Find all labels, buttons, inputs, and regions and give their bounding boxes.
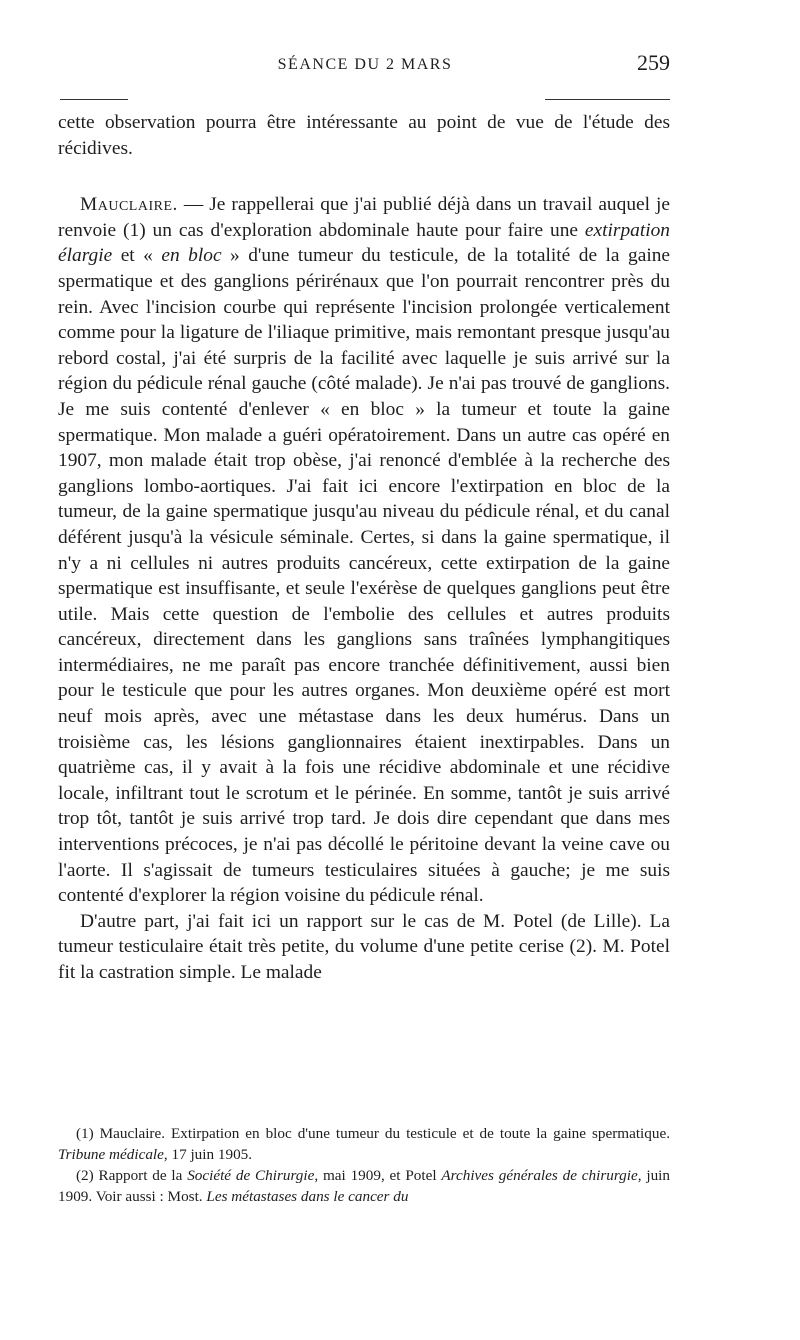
speaker-name: Mauclaire. (80, 194, 178, 216)
body-text (58, 110, 670, 986)
paragraph-potel: D'autre part, j'ai fait ici un rapport sur le cas de M. Potel (de Lille). La tumeur testiculaire était très petite, du volume d'une petite cerise (2). M. Potel fit la castration simple. Le malade (58, 910, 670, 983)
running-head: SÉANCE DU 2 MARS (277, 56, 453, 73)
footnote-text: (2) Rapport de la (76, 1167, 188, 1184)
header-rule-right (545, 99, 670, 100)
italic-text: extirpation élargie (58, 219, 670, 267)
footnote-italic: Archives générales de chirurgie (441, 1167, 638, 1184)
footnote-2 (58, 1165, 670, 1207)
header-rule-left (60, 99, 128, 100)
footnote-1 (58, 1123, 670, 1165)
footnote-italic: Société de Chirurgie (187, 1167, 315, 1184)
italic-text: en bloc (161, 245, 222, 267)
paragraph-text: — Je rappellerai que j'ai publié déjà dans un travail auquel je renvoie (1) un cas d'exploration abdominale haute pour faire une (58, 194, 670, 241)
paragraph-text: et « (112, 245, 162, 267)
paragraph-continuation: cette observation pourra être intéressante au point de vue de l'étude des récidives. (58, 112, 670, 159)
footnote-text: , 17 juin 1905. (163, 1146, 253, 1163)
page-number: 259 (637, 50, 670, 75)
footnote-text: , juin 1909. Voir aussi : Most. (58, 1167, 670, 1205)
footnote-italic: Tribune médicale (58, 1146, 164, 1163)
paragraph-text: » d'une tumeur du testicule, de la totalité de la gaine spermatique et des ganglions périrénaux que l'on pourrait rencontrer près du rein. Avec l'incision courbe qui représente l'incision prolongée verticalement comme pour la ligature de l'iliaque primitive, mais remontant presque jusqu'au rebord costal, j'ai été surpris de la facilité avec laquelle je suis arrivé sur la région du pédicule rénal gauche (côté malade). Je n'ai pas trouvé de ganglions. Je me suis contenté d'enlever « en bloc » la tumeur et toute la gaine spermatique. Mon malade a guéri opératoirement. Dans un autre cas opéré en 1907, mon malade était trop obèse, j'ai renoncé d'emblée à la recherche des ganglions lombo-aortiques. J'ai fait ici encore l'extirpation en bloc de la tumeur, de la gaine spermatique jusqu'au niveau du pédicule rénal, et du canal déférent jusqu'à la vésicule séminale. Certes, si dans la gaine spermatique, il n'y a ni cellules ni autres produits cancéreux, cette extirpation de la gaine spermatique est insuffisante, et seule l'exérèse de quelques ganglions peut être utile. Mais cette question de l'embolie des cellules et autres produits cancéreux, directement dans les ganglions sans traînées lymphangitiques intermédiaires, ne me paraît pas encore tranchée définitivement, aussi bien pour le testicule que pour les autres organes. Mon deuxième opéré est mort neuf mois après, avec une métastase dans les deux humérus. Dans un troisième cas, les lésions ganglionnaires étaient inextirpables. Dans un quatrième cas, il y avait à la fois une récidive abdominale et une récidive locale, infiltrant tout le scrotum et le périnée. En somme, tantôt je suis arrivé trop tôt, tantôt je suis arrivé trop tard. Je dois dire cependant que dans mes interventions précoces, je n'ai pas décollé le péritoine devant la veine cave ou l'aorte. Il s'agissait de tumeurs testiculaires situées à gauche; je me suis contenté d'explorer la région voisine du pédicule rénal. (58, 245, 671, 907)
footnote-italic: Les métastases dans le cancer du (206, 1188, 409, 1205)
footnote-text: (1) Mauclaire. Extirpation en bloc d'une tumeur du testicule et de toute la gaine spermatique. (76, 1125, 670, 1142)
footnote-text: , mai 1909, et Potel (314, 1167, 442, 1184)
footnotes (58, 1123, 670, 1207)
paragraph-mauclaire (58, 192, 670, 909)
page-header (60, 50, 670, 82)
